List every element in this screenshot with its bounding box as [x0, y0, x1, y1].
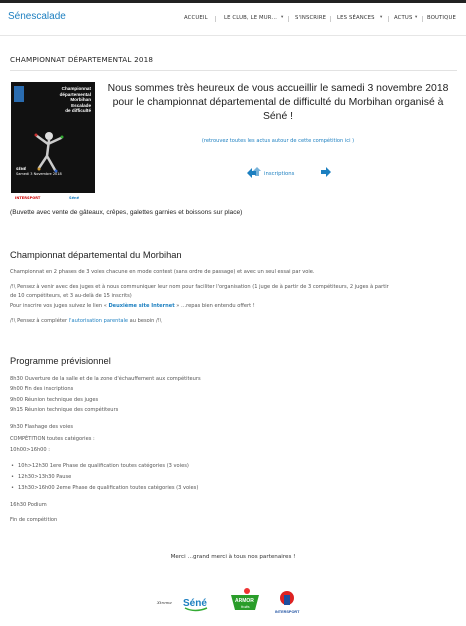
- nav-item-inscrire[interactable]: S'INSCRIRE: [295, 15, 327, 21]
- nav-item-boutique[interactable]: BOUTIQUE: [427, 15, 456, 21]
- nav-divider: [422, 16, 423, 22]
- arrow-icon: [246, 165, 262, 181]
- nav-divider: [288, 16, 289, 22]
- section-heading-programme: Programme prévisionnel: [10, 356, 111, 366]
- list-item: 9h00 Réunion technique des juges: [10, 397, 99, 403]
- section-text: /!\ Pensez à venir avec des juges et à nous communiquer leur nom pour faciliter l'organisation (1 juge de à partir de 3 compétiteurs, 2 juges à partir: [10, 284, 389, 290]
- event-poster[interactable]: [11, 82, 95, 203]
- list-item: 8h30 Ouverture de la salle et de la zone d'échauffement aux compétiteurs: [10, 376, 201, 382]
- list-item: • 12h30>13h30 Pause: [18, 474, 71, 480]
- inscriptions-label[interactable]: inscriptions: [264, 171, 295, 177]
- section-heading-championnat: Championnat départemental du Morbihan: [10, 250, 182, 260]
- list-item: COMPÉTITION toutes catégories :: [10, 436, 95, 442]
- poster-title: Championnat départemental Morbihan Escalade de difficulté: [59, 86, 91, 114]
- podium-text: 16h30 Podium: [10, 502, 47, 508]
- svg-text:Séné: Séné: [183, 598, 207, 609]
- list-item: 9h00 Fin des inscriptions: [10, 386, 74, 392]
- chevron-down-icon[interactable]: ▾: [281, 15, 284, 20]
- nav-divider: [215, 16, 216, 22]
- intersport-logo: [275, 591, 300, 614]
- nav-item-le-club[interactable]: LE CLUB, LE MUR…: [224, 15, 278, 21]
- section-text: Championnat en 2 phases de 3 voies chacune en mode contest (sans ordre de passage) et avec un seul essai par voie.: [10, 269, 315, 275]
- svg-text:fruits: fruits: [241, 604, 250, 609]
- svg-text:Xtreme: Xtreme: [157, 600, 172, 605]
- title-divider: [10, 70, 457, 71]
- svg-text:INTERSPORT: INTERSPORT: [275, 610, 300, 614]
- actus-link[interactable]: (retrouvez toutes les actus autour de cette compétition ici ): [201, 138, 355, 144]
- nav-item-accueil[interactable]: ACCUEIL: [184, 15, 208, 21]
- judges-link[interactable]: Deuxième site Internet: [108, 303, 175, 309]
- site-header: [0, 3, 466, 36]
- buvette-note: (Buvette avec vente de gâteaux, crêpes, galettes garnies et boissons sur place): [10, 209, 243, 216]
- poster-sponsors: INTERSPORT Séné: [11, 193, 95, 203]
- partner-logos-image: [155, 586, 305, 616]
- nav-item-actus[interactable]: ACTUS: [394, 15, 413, 21]
- nav-divider: [330, 16, 331, 22]
- page-title: CHAMPIONNAT DÉPARTEMENTAL 2018: [10, 55, 154, 64]
- armor-fruits-logo: [231, 588, 259, 610]
- arrow-icon: [318, 165, 332, 179]
- chevron-down-icon[interactable]: ▾: [415, 15, 418, 20]
- chevron-down-icon[interactable]: ▾: [380, 15, 383, 20]
- svg-text:ARMOR: ARMOR: [235, 598, 254, 604]
- site-logo[interactable]: Sénescalade: [8, 11, 66, 22]
- poster-date: SÉNÉ Samedi 3 Novembre 2018: [16, 167, 62, 176]
- nav-item-seances[interactable]: LES SÉANCES: [337, 15, 375, 21]
- parental-paragraph: /!\ Pensez à compléter l'autorisation parentale au besoin /!\: [10, 318, 162, 324]
- judges-paragraph: Pour inscrire vos juges suivez le lien « Deuxième site Internet » …repas bien entendu offert !: [10, 303, 255, 309]
- end-text: Fin de compétition: [10, 517, 58, 523]
- partners-thanks: Merci …grand merci à tous nos partenaires !: [170, 554, 296, 560]
- nav-divider: [388, 16, 389, 22]
- list-item: • 13h30>16h00 2eme Phase de qualification toutes catégories (3 voies): [18, 485, 198, 491]
- list-item: • 10h>12h30 1ere Phase de qualification toutes catégories (3 voies): [18, 463, 189, 469]
- list-item: 9h30 Flashage des voies: [10, 424, 74, 430]
- federation-badge: [14, 86, 24, 102]
- parental-authorization-link[interactable]: l'autorisation parentale: [68, 318, 128, 324]
- list-item: 10h00>16h00 :: [10, 447, 50, 453]
- welcome-message: Nous sommes très heureux de vous accueillir le samedi 3 novembre 2018 pour le championnat départemental de difficulté du Morbihan organisé à Séné !: [107, 83, 449, 122]
- section-text: de 10 compétiteurs, et 3 au-delà de 15 inscrits): [10, 293, 132, 299]
- sene-logo: [183, 598, 207, 611]
- list-item: 9h15 Réunion technique des compétiteurs: [10, 407, 119, 413]
- main-nav: [0, 15, 466, 27]
- partner-logos: [155, 586, 305, 616]
